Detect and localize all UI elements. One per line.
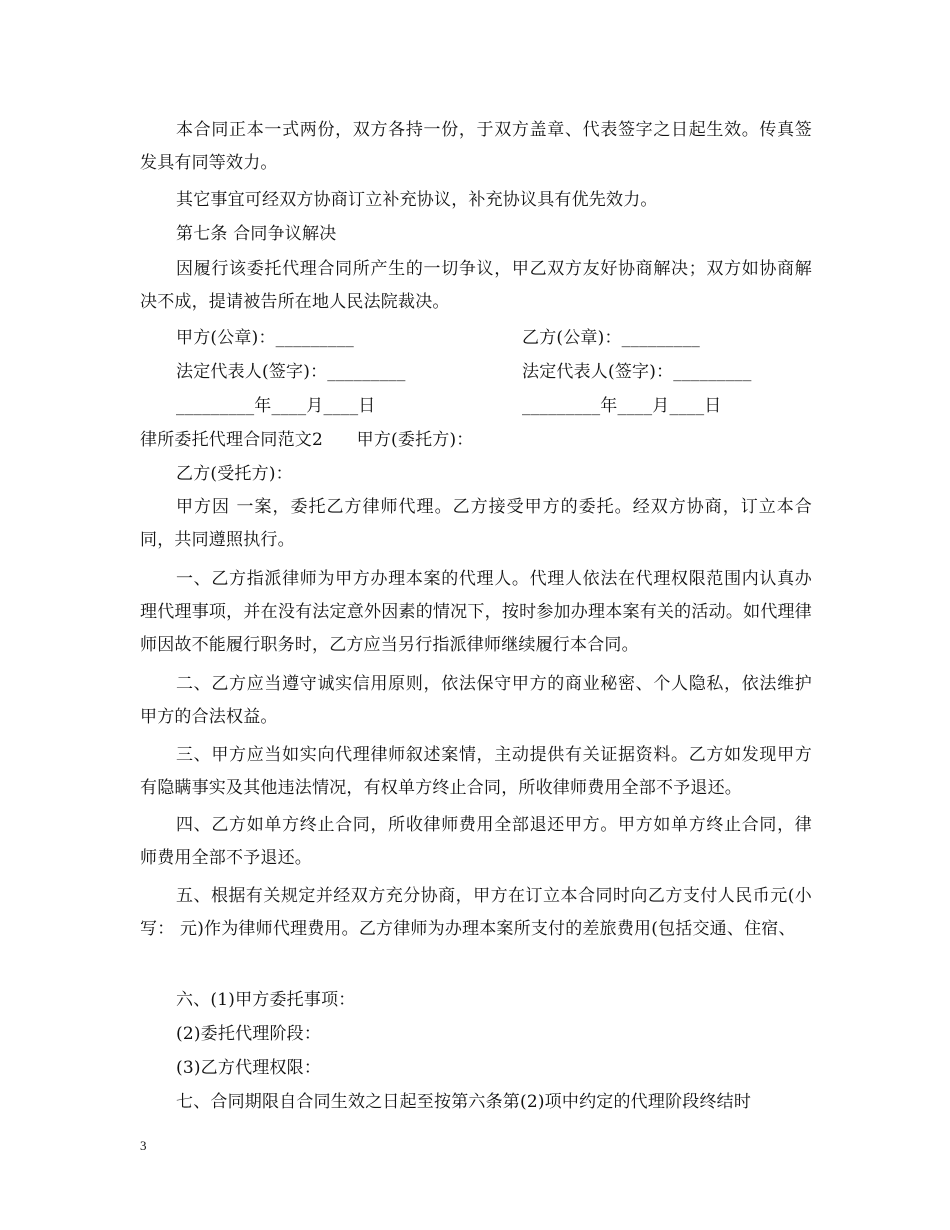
clause-five: 五、根据有关规定并经双方充分协商，甲方在订立本合同时向乙方支付人民币元(小写： 元)作为律师代理费用。乙方律师为办理本案所支付的差旅费用(包括交通、住宿、	[140, 886, 812, 939]
paragraph-supplementary: 其它事宜可经双方协商订立补充协议，补充协议具有优先效力。	[176, 190, 658, 210]
page-number: 3	[140, 1138, 147, 1153]
clause-three: 三、甲方应当如实向代理律师叙述案情，主动提供有关证据资料。乙方如发现甲方有隐瞒事实及其他违法情况，有权单方终止合同，所收律师费用全部不予退还。	[140, 745, 812, 798]
party-b-rep-line: 法定代表人(签字)：_________	[522, 362, 752, 382]
party-a-date-line: _________年____月____日	[176, 396, 376, 416]
paragraph-dispute: 因履行该委托代理合同所产生的一切争议，甲乙双方友好协商解决；双方如协商解决不成，提请被告所在地人民法院裁决。	[140, 259, 812, 312]
clause-six-item-2: (2)委托代理阶段：	[176, 1024, 322, 1044]
party-b-label: 乙方(受托方)：	[176, 464, 293, 484]
paragraph-effectiveness: 本合同正本一式两份，双方各持一份，于双方盖章、代表签字之日起生效。传真签发具有同等效力。	[140, 120, 812, 173]
party-a-seal-line: 甲方(公章)：_________	[176, 328, 354, 348]
clause-one: 一、乙方指派律师为甲方办理本案的代理人。代理人依法在代理权限范围内认真办理代理事项，并在没有法定意外因素的情况下，按时参加办理本案有关的活动。如代理律师因故不能履行职务时，乙方应当另行指派律师继续履行本合同。	[140, 569, 812, 655]
party-b-date-line: _________年____月____日	[522, 396, 722, 416]
clause-seven: 七、合同期限自合同生效之日起至按第六条第(2)项中约定的代理阶段终结时	[176, 1092, 752, 1112]
clause-six-item-3: (3)乙方代理权限：	[176, 1058, 322, 1078]
clause-six-item-1: 六、(1)甲方委托事项：	[176, 990, 356, 1010]
article-seven-heading: 第七条 合同争议解决	[176, 224, 337, 244]
clause-two: 二、乙方应当遵守诚实信用原则，依法保守甲方的商业秘密、个人隐私，依法维护甲方的合法权益。	[140, 674, 812, 727]
party-b-seal-line: 乙方(公章)：_________	[522, 328, 700, 348]
party-a-rep-line: 法定代表人(签字)：_________	[176, 362, 406, 382]
clause-four: 四、乙方如单方终止合同，所收律师费用全部退还甲方。甲方如单方终止合同，律师费用全部不予退还。	[140, 815, 812, 868]
template-heading: 律所委托代理合同范文2 甲方(委托方)：	[140, 430, 474, 450]
paragraph-intro: 甲方因 一案，委托乙方律师代理。乙方接受甲方的委托。经双方协商，订立本合同，共同遵照执行。	[140, 497, 812, 550]
